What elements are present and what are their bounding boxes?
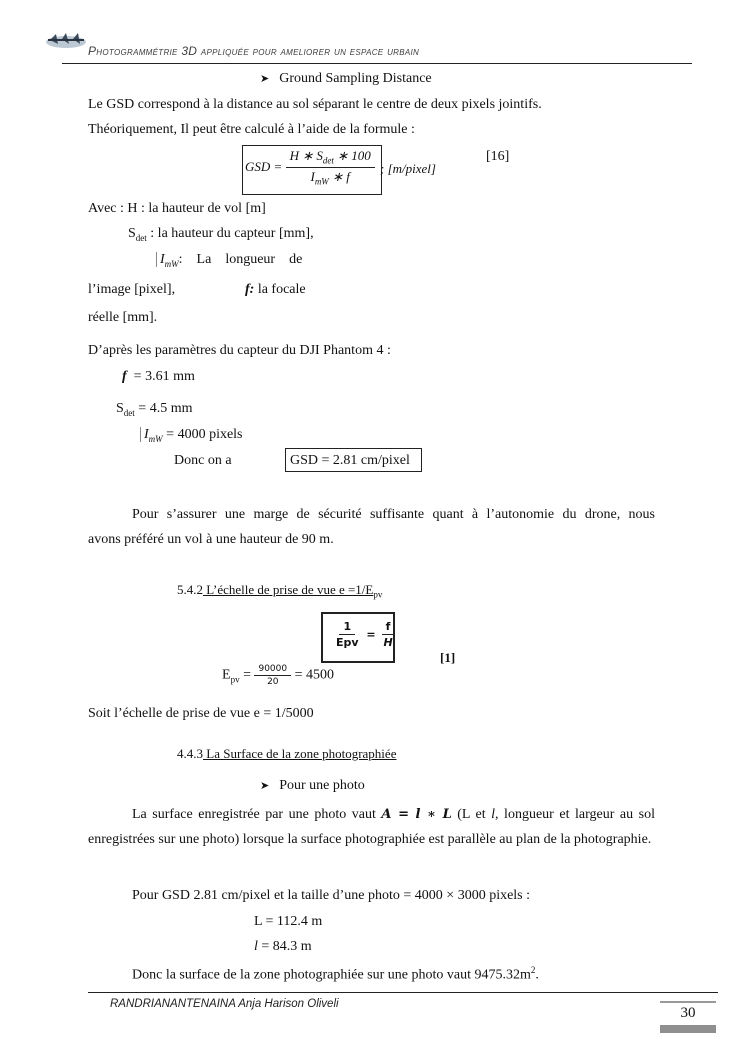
gsd-formula-ref: [16] bbox=[486, 149, 510, 164]
section-542: 5.4.2 L’échelle de prise de vue $e =1/E_{pv}$ bbox=[177, 582, 383, 600]
image-pixel-text: l’image [pixel], bbox=[88, 282, 176, 297]
header-logo bbox=[44, 30, 88, 52]
footer-author: RANDRIANANTENAINA Anja Harison Oliveli bbox=[110, 998, 339, 1010]
formula-numerator: H ∗ $S_{det}$ ∗ 100 bbox=[286, 148, 375, 168]
formula-denominator: $I_{mW}$ ∗ f bbox=[310, 168, 350, 187]
params-intro: D’après les paramètres du capteur du DJI Phantom 4 : bbox=[88, 343, 391, 358]
epv-calc: $E_{pv}$ = $\frac{90000}{20}$ = 4500 bbox=[222, 664, 335, 687]
section-443: 4.4.3 La Surface de la zone photographiée bbox=[177, 746, 397, 761]
para-theory: Théoriquement, Il peut être calculé à l’aide de la formule : bbox=[88, 122, 415, 137]
scale-formula: $\frac{1}{\text{Epv}}$ = $\frac{f}{H}$ bbox=[336, 620, 393, 649]
gsd-result: GSD = 2.81 cm/pixel bbox=[290, 453, 410, 468]
sdet-definition: $S_{det}$ : la hauteur du capteur [mm], bbox=[128, 226, 314, 243]
imw-symbol: $I_{mW}$ bbox=[156, 252, 179, 267]
formula-fraction bbox=[286, 148, 375, 186]
header-title: Photogrammétrie 3D appliquée pour ameliorer un espace urbain bbox=[88, 44, 420, 58]
bullet-photo-label: Pour une photo bbox=[279, 778, 365, 793]
gsd-formula-unit: ; [m/pixel] bbox=[380, 161, 436, 176]
bullet-gsd-label: Ground Sampling Distance bbox=[279, 71, 432, 86]
soit-echelle: Soit l’échelle de prise de vue e = 1/5000 bbox=[88, 706, 314, 721]
donc-on-a: Donc on a bbox=[174, 453, 232, 468]
reelle-text: réelle [mm]. bbox=[88, 310, 158, 325]
l-value: l = 84.3 m bbox=[254, 939, 312, 954]
param-sdet: $S_{det} = 4.5$ mm bbox=[116, 401, 193, 418]
arrow-bullet-icon: ➤ bbox=[260, 72, 270, 85]
avec-line: Avec : H : la hauteur de vol [m] bbox=[88, 201, 266, 216]
bullet-photo bbox=[260, 778, 365, 794]
page-number: 30 bbox=[680, 1005, 696, 1021]
para-marge-line1: Pour s’assurer une marge de sécurité suffisante quant à l’autonomie du drone, nous bbox=[132, 507, 655, 522]
conclusion: Donc la surface de la zone photographiée sur une photo vaut $9475.32m^2$. bbox=[132, 965, 539, 983]
param-imw: $I_{mW} = 4000$ pixels bbox=[140, 427, 243, 444]
para-marge-line2: avons préféré un vol à une hauteur de 90 m. bbox=[88, 532, 334, 547]
focale-definition: f: la focale bbox=[245, 282, 306, 297]
L-value: L = 112.4 m bbox=[254, 914, 323, 929]
pour-gsd-line: Pour GSD 2.81 cm/pixel et la taille d’une photo = 4000 × 3000 pixels : bbox=[132, 888, 531, 903]
page-number-top-bar bbox=[660, 1001, 716, 1003]
page-number-bottom-bar bbox=[660, 1025, 716, 1033]
scale-formula-ref: [1] bbox=[440, 650, 456, 665]
imw-definition: $I_{mW}$: La longueur de bbox=[156, 252, 302, 269]
formula-lhs: GSD = bbox=[245, 159, 283, 175]
footer-rule bbox=[88, 992, 718, 993]
bullet-gsd bbox=[260, 71, 432, 87]
param-f: f = 3.61 mm bbox=[122, 369, 195, 384]
header-rule bbox=[62, 63, 692, 64]
gsd-formula bbox=[245, 148, 375, 186]
para-gsd-definition: Le GSD correspond à la distance au sol séparant le centre de deux pixels jointifs. bbox=[88, 97, 542, 112]
para-surface: La surface enregistrée par une photo vaut A = l ∗ L (L et l, longueur et largeur au sol enregistrées sur une photo) lorsque la surface photographiée est parallèle au plan de la photographie. bbox=[88, 807, 655, 847]
arrow-bullet-icon: ➤ bbox=[260, 779, 270, 792]
